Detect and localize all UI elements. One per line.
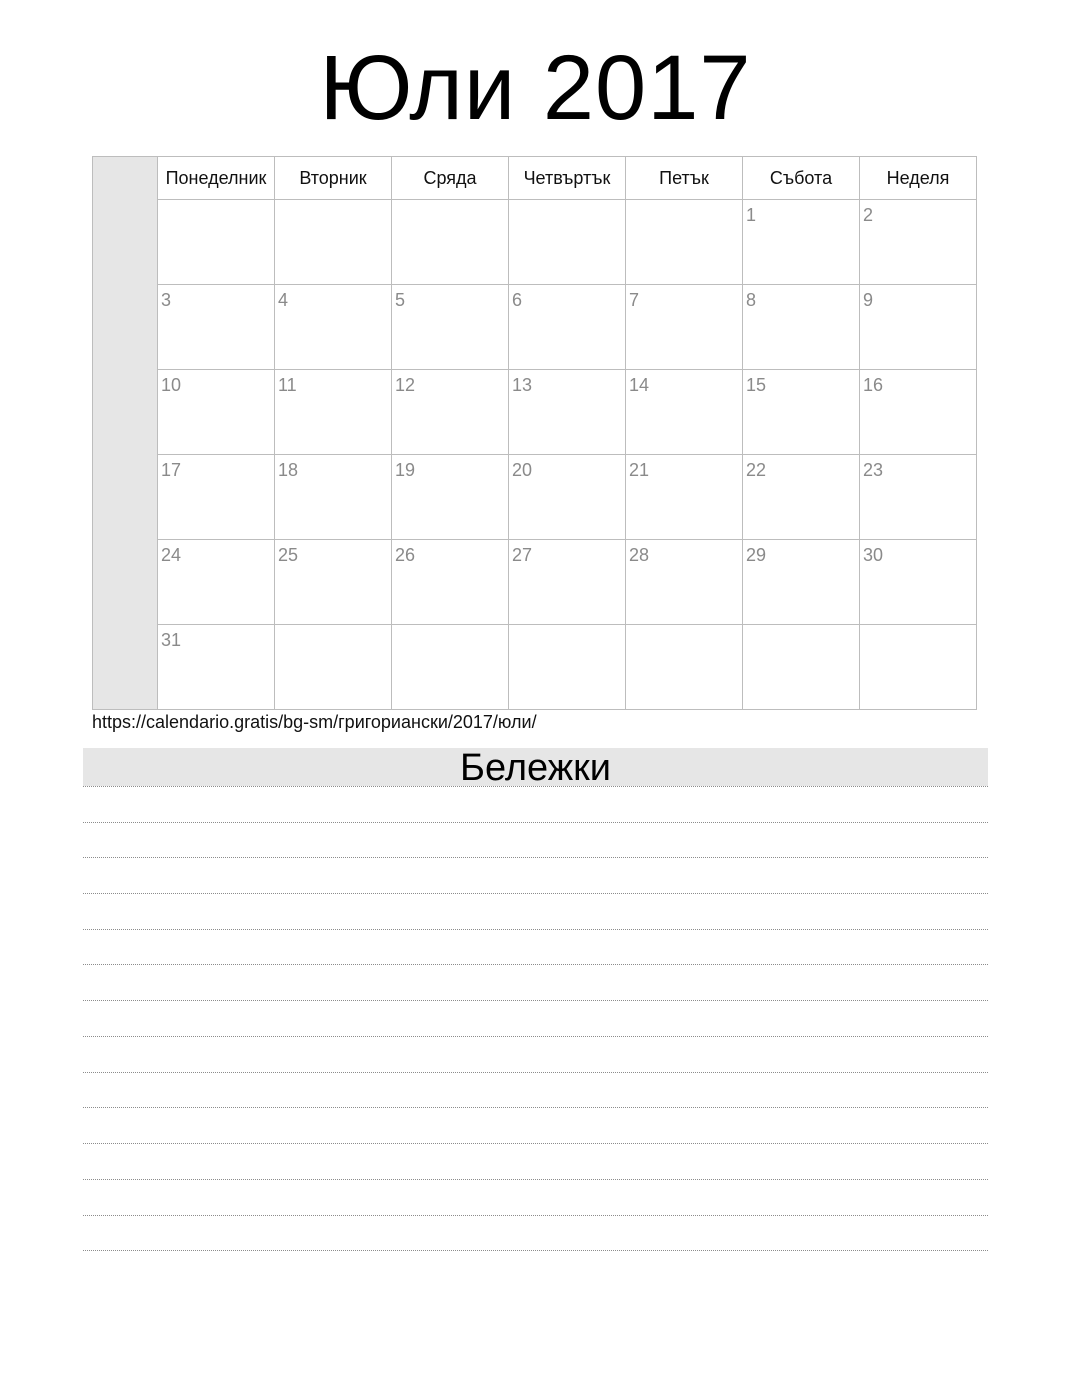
day-cell <box>860 540 976 624</box>
day-cell <box>860 625 976 709</box>
day-cell <box>158 455 275 539</box>
calendar-grid <box>92 156 977 710</box>
day-number: 20 <box>512 460 533 480</box>
day-number: 8 <box>746 290 757 310</box>
day-cell <box>743 625 860 709</box>
day-number: 15 <box>746 375 767 395</box>
day-cell <box>509 455 626 539</box>
day-cell <box>626 540 743 624</box>
day-number: 27 <box>512 545 533 565</box>
day-cell <box>860 455 976 539</box>
weekday-header-row <box>158 157 976 200</box>
day-cell <box>626 285 743 369</box>
day-cell <box>626 455 743 539</box>
day-cell <box>860 285 976 369</box>
day-cell <box>158 285 275 369</box>
week-row-3 <box>158 370 976 455</box>
day-cell <box>275 625 392 709</box>
weekday-header-monday: Понеделник <box>158 157 275 199</box>
week-row-1 <box>158 200 976 285</box>
day-number: 21 <box>629 460 650 480</box>
day-cell <box>275 370 392 454</box>
day-number: 18 <box>278 460 299 480</box>
day-cell <box>743 540 860 624</box>
day-number: 16 <box>863 375 884 395</box>
day-number: 6 <box>512 290 523 310</box>
day-cell <box>275 455 392 539</box>
day-number: 24 <box>161 545 182 565</box>
day-number: 23 <box>863 460 884 480</box>
day-number: 26 <box>395 545 416 565</box>
note-line <box>83 1036 988 1037</box>
day-cell <box>743 370 860 454</box>
day-cell <box>158 540 275 624</box>
day-number: 29 <box>746 545 767 565</box>
day-number: 31 <box>161 630 182 650</box>
day-cell <box>509 370 626 454</box>
day-number: 3 <box>161 290 172 310</box>
note-line <box>83 786 988 787</box>
day-cell <box>392 540 509 624</box>
day-cell <box>392 455 509 539</box>
note-line <box>83 893 988 894</box>
day-cell <box>509 285 626 369</box>
day-cell <box>275 540 392 624</box>
week-number-column <box>93 157 158 709</box>
weekday-header-wednesday: Сряда <box>392 157 509 199</box>
note-line <box>83 1107 988 1108</box>
weekday-header-sunday: Неделя <box>886 167 950 188</box>
day-cell <box>392 370 509 454</box>
day-number: 28 <box>629 545 650 565</box>
day-number: 19 <box>395 460 416 480</box>
day-cell <box>392 625 509 709</box>
day-cell <box>860 370 976 454</box>
note-line <box>83 1072 988 1073</box>
note-line <box>83 1250 988 1251</box>
day-number: 13 <box>512 375 533 395</box>
week-row-5 <box>158 540 976 625</box>
note-line <box>83 964 988 965</box>
weekday-header-thursday: Четвъртък <box>509 157 626 199</box>
note-line <box>83 929 988 930</box>
note-line <box>83 857 988 858</box>
week-row-6 <box>158 625 976 709</box>
day-cell <box>392 200 509 284</box>
day-cell <box>275 285 392 369</box>
day-number: 12 <box>395 375 416 395</box>
day-cell <box>509 540 626 624</box>
page-title: Юли 2017 <box>319 37 752 139</box>
day-number: 17 <box>161 460 182 480</box>
day-number: 22 <box>746 460 767 480</box>
note-line <box>83 1000 988 1001</box>
day-number: 7 <box>629 290 640 310</box>
day-cell <box>509 625 626 709</box>
day-number: 11 <box>278 375 297 395</box>
note-line <box>83 1179 988 1180</box>
source-url[interactable]: https://calendario.gratis/bg-sm/григориански/2017/юли/ <box>92 712 537 732</box>
day-cell <box>743 200 860 284</box>
day-cell <box>392 285 509 369</box>
day-cell <box>626 625 743 709</box>
week-row-2 <box>158 285 976 370</box>
calendar-body <box>158 157 976 709</box>
day-cell <box>158 625 275 709</box>
day-cell <box>743 455 860 539</box>
day-cell <box>626 200 743 284</box>
notes-title: Бележки <box>460 747 611 789</box>
weekday-header-tuesday: Вторник <box>275 157 392 199</box>
day-number: 25 <box>278 545 299 565</box>
day-cell <box>743 285 860 369</box>
day-number: 10 <box>161 375 182 395</box>
weekday-header-friday: Петък <box>626 157 743 199</box>
day-number: 5 <box>395 290 406 310</box>
week-row-4 <box>158 455 976 540</box>
note-line <box>83 1215 988 1216</box>
day-number: 14 <box>629 375 650 395</box>
day-number: 9 <box>863 290 874 310</box>
weekday-header-saturday: Събота <box>743 157 860 199</box>
day-cell <box>509 200 626 284</box>
day-cell <box>158 370 275 454</box>
day-cell <box>626 370 743 454</box>
day-number: 4 <box>278 290 289 310</box>
day-cell <box>860 200 976 284</box>
day-number: 30 <box>863 545 884 565</box>
day-cell <box>275 200 392 284</box>
note-line <box>83 822 988 823</box>
note-line <box>83 1143 988 1144</box>
day-number: 2 <box>863 205 874 225</box>
day-number: 1 <box>746 205 757 225</box>
day-cell <box>158 200 275 284</box>
